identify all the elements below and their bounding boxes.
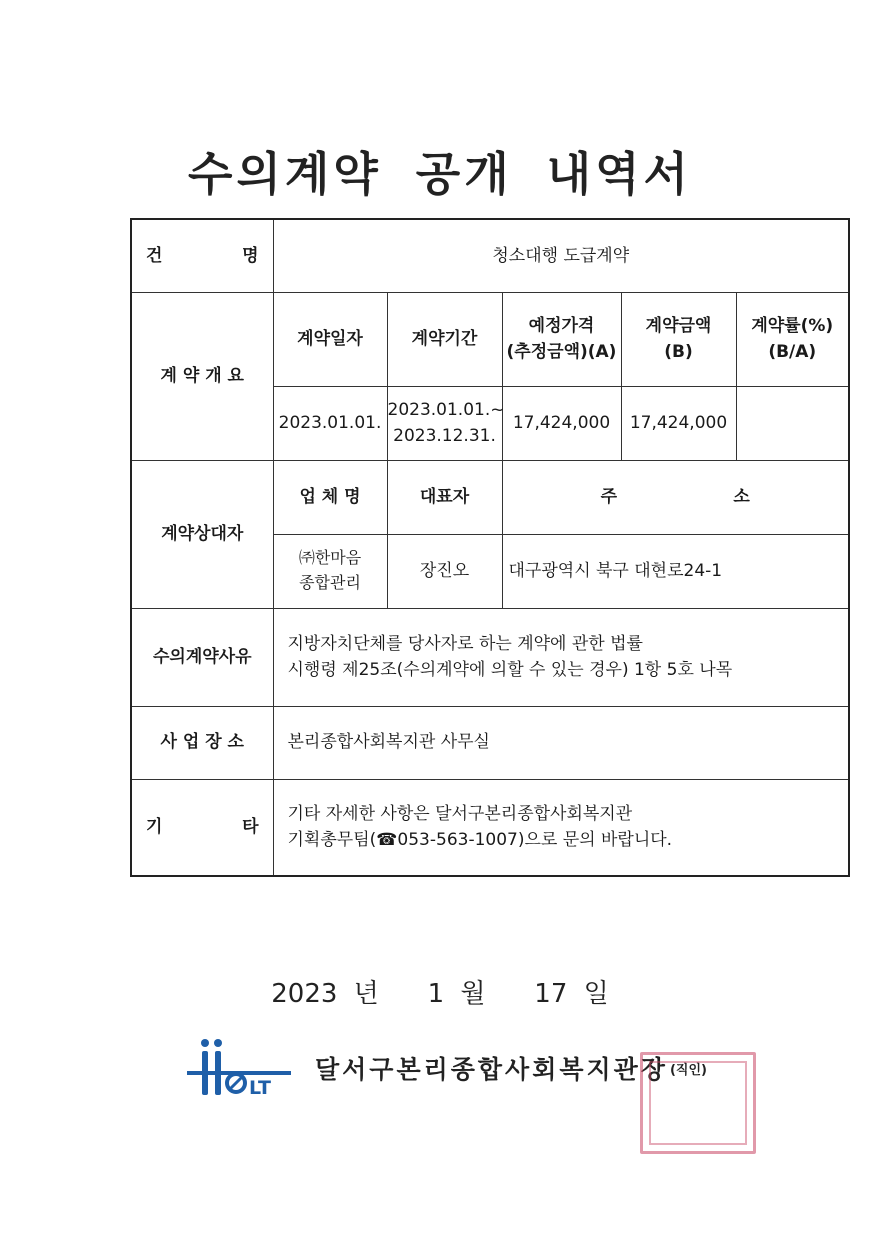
seal-label: (직인): [669, 1062, 707, 1078]
header-company-name: 업 체 명: [273, 460, 387, 534]
header-contract-date: 계약일자: [273, 292, 387, 386]
label-contract-overview: 계 약 개 요: [131, 292, 273, 460]
official-seal-stamp: [640, 1052, 756, 1154]
label-reason: 수의계약사유: [131, 608, 273, 706]
value-reason: 지방자치단체를 당사자로 하는 계약에 관한 법률 시행령 제25조(수의계약에 의할 수 있는 경우) 1항 5호 나목: [273, 608, 849, 706]
value-estimated-price: 17,424,000: [502, 386, 621, 460]
value-company-name: ㈜한마음 종합관리: [273, 534, 387, 608]
header-contract-period: 계약기간: [387, 292, 502, 386]
document-title: 수의계약 공개 내역서: [188, 147, 692, 201]
value-address: 대구광역시 북구 대현로24-1: [502, 534, 849, 608]
header-contract-rate: 계약률(%) (B/A): [736, 292, 849, 386]
row-counterparty-headers: [131, 460, 849, 534]
value-etc: 기타 자세한 사항은 달서구본리종합사회복지관 기획총무팀(☎053-563-1007)으로 문의 바랍니다.: [273, 779, 849, 876]
label-location: 사 업 장 소: [131, 706, 273, 779]
footer-signature: [185, 1038, 707, 1098]
value-contract-period: 2023.01.01.~ 2023.12.31.: [387, 386, 502, 460]
value-contract-rate: [736, 386, 849, 460]
issue-date: 2023 년 1 월 17 일: [271, 979, 609, 1009]
welfare-center-logo-icon: [185, 1038, 293, 1098]
header-contract-amount: 계약금액 (B): [621, 292, 736, 386]
header-representative: 대표자: [387, 460, 502, 534]
value-contract-date: 2023.01.01.: [273, 386, 387, 460]
row-overview-headers: [131, 292, 849, 386]
svg-text:LT: LT: [249, 1077, 271, 1098]
value-representative: 장진오: [387, 534, 502, 608]
row-item-name: [131, 219, 849, 292]
seal-inner-border: [649, 1061, 747, 1145]
value-contract-amount: 17,424,000: [621, 386, 736, 460]
header-address: 주 소: [502, 460, 849, 534]
row-etc: [131, 779, 849, 876]
contract-table: [130, 218, 850, 877]
value-item-name: 청소대행 도급계약: [273, 219, 849, 292]
value-location: 본리종합사회복지관 사무실: [273, 706, 849, 779]
label-etc: 기 타: [131, 779, 273, 876]
row-location: [131, 706, 849, 779]
header-estimated-price: 예정가격 (추정금액)(A): [502, 292, 621, 386]
label-counterparty: 계약상대자: [131, 460, 273, 608]
row-reason: [131, 608, 849, 706]
organization-name: 달서구본리종합사회복지관장: [315, 1055, 668, 1084]
label-item-name: 건 명: [131, 219, 273, 292]
